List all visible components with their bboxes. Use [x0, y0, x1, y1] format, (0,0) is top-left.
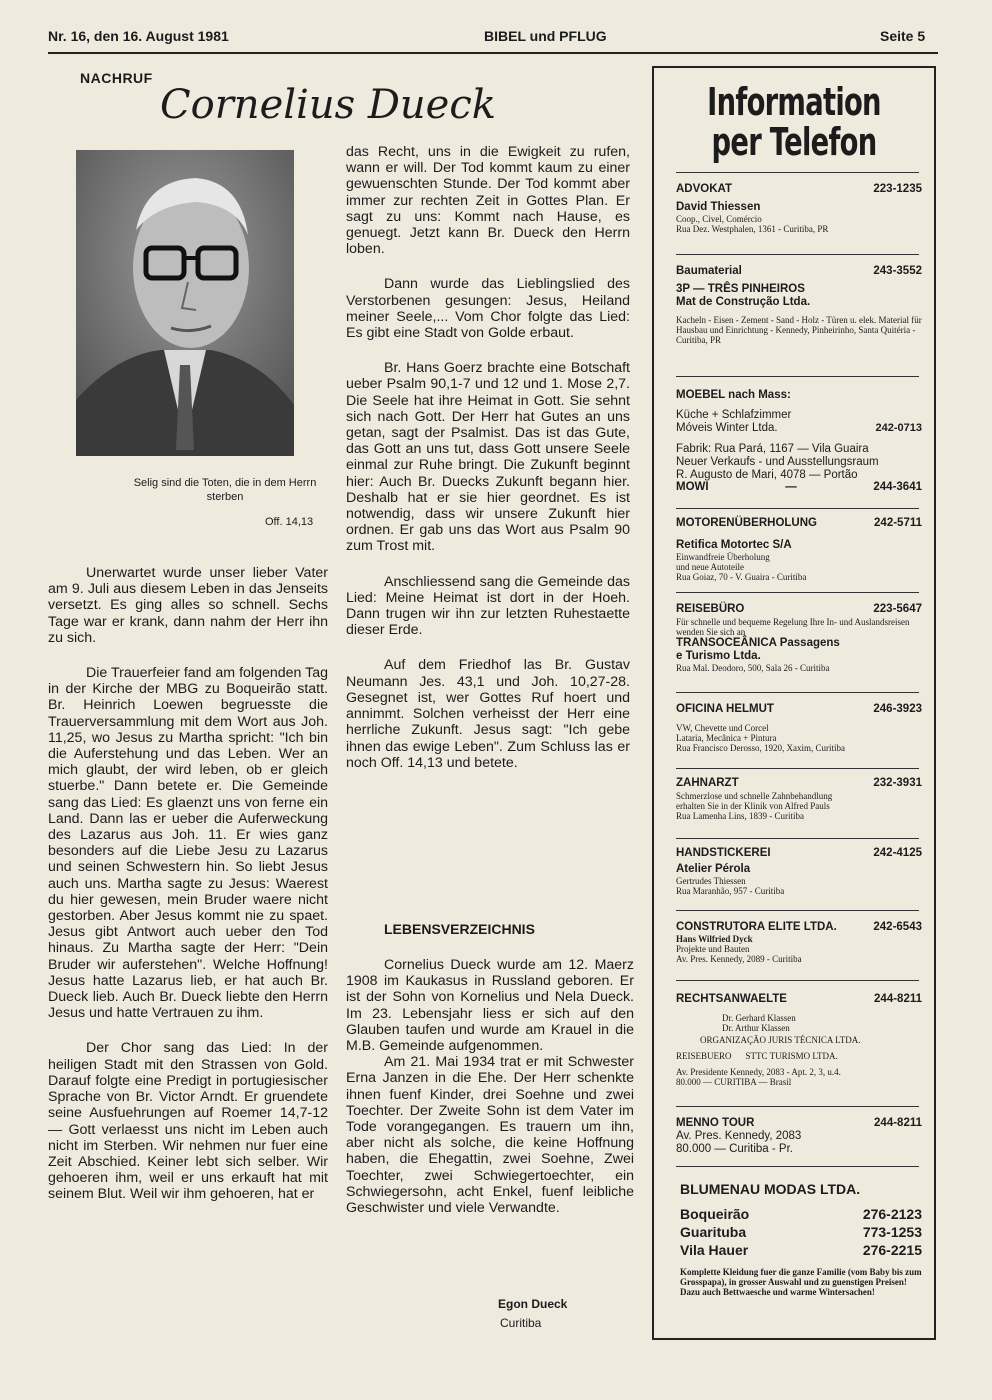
ad-menno-tour [676, 1118, 922, 1156]
ad-line: — [785, 481, 797, 493]
ad-line: STTC TURISMO LTDA. [745, 1051, 838, 1061]
ad-line: Einwandfreie Überholung [676, 552, 770, 562]
obituary-name: Cornelius Dueck [160, 82, 496, 128]
paragraph: Anschliessend sang die Gemeinde das Lied: Meine Heimat ist dort in der Hoeh. Dann trugen wir ihn zur letzten Ruhestaette dieser Erde. [346, 573, 630, 639]
ad-line: R. Augusto de Mari, 4078 — Portão [676, 469, 858, 481]
ad-category: ZAHNARZT [676, 777, 739, 789]
divider [676, 1106, 919, 1107]
portrait-photo [76, 150, 294, 456]
ad-category: MENNO TOUR [676, 1117, 755, 1129]
ad-blumenau [680, 1181, 922, 1297]
ad-firm: Mat de Construção Ltda. [676, 296, 811, 308]
branch-place: Boqueirão [680, 1206, 750, 1222]
divider [676, 254, 919, 255]
ad-line: Rua Lamenha Lins, 1839 - Curitiba [676, 811, 804, 821]
paragraph: das Recht, uns in die Ewigkeit zu rufen, wann er will. Der Tod kommt kaum zu einer gewuenschten Stunde. Der Tod kommt aber immer zur rechten Zeit in Gottes Plan. Er sagt zu uns: Kommt nach Hause, es genuegt. Jetzt kann Br. Dueck den Herrn loben. [346, 144, 630, 258]
ad-line: Dr. Gerhard Klassen [722, 1013, 796, 1023]
paper-name: BIBEL und PFLUG [484, 28, 607, 44]
ad-line: REISEBUERO [676, 1051, 732, 1061]
ad-reisebuero [676, 604, 922, 673]
ad-line: Komplette Kleidung fuer die ganze Familie (vom Baby bis zum Grosspapa), in grosser Auswahl und zu guenstigen Preisen! Dazu auch Bettwaesche und warme Wintersachen! [680, 1267, 922, 1297]
ad-zahnarzt [676, 778, 922, 821]
paragraph: Cornelius Dueck wurde am 12. Maerz 1908 im Kaukasus in Russland geboren. Er ist der Sohn von Kornelius und Nela Dueck. Im 23. Lebensjahr liess er sich auf den Glauben taufen und wurde am Krauel in die M.B. Gemeinde aufgenommen. [346, 957, 634, 1055]
ad-line: 80.000 — Curitiba - Pr. [676, 1143, 793, 1155]
paragraph: Unerwartet wurde unser lieber Vater am 9. Juli aus diesem Leben in das Jenseits versetzt. Es ging alles so schnell. Sechs Tage war er krank, dann nahm der Herr ihn zu sich. [48, 565, 328, 646]
paragraph: Die Trauerfeier fand am folgenden Tag in der Kirche der MBG zu Boqueirão statt. Br. Heinrich Loewen begruesste die Trauerversammlung mit dem Wort aus Joh. 11,25, wo Jesus zu Martha spricht: "Ich bin die Auferstehung und das Leben. Wer an mich glaubt, der wird leben, ob er gleich stuerbe." Dann betete er. Die Gemeinde sang das Lied: Es glaenzt uns von ferne ein Land. Dann las er ueber die Auferweckung des Lazarus aus Joh. 11. Er wies ganz besonders auf die Liebe Jesu zu Lazarus und seinen Schwestern hin. So liebt Jesus auch uns. Martha sagte zu Jesus: Waerest du hier gewesen, mein Bruder waere nicht gestorben. Aber Jesus kommt nie zu spaet. Jesus gibt Antwort auch ueber den Tod hinaus. Zu Martha sagte der Herr: "Dein Bruder wir auferstehen". Welche Hoffnung! Jesus hatte Lazarus lieb, er hat auch Br. Dueck lieb. Auch Br. Dueck liebte den Herrn Jesus und hatte Vertrauen zu ihm. [48, 665, 328, 1022]
divider [676, 692, 919, 693]
ad-firm: Retifica Motortec S/A [676, 539, 792, 551]
paragraph: Dann wurde das Lieblingslied des Verstorbenen gesungen: Jesus, Heiland meiner Seele,... Vom Chor folgte das Lied: Es gibt eine Stadt von Golde erbaut. [346, 276, 630, 342]
ad-phone: 223-5647 [873, 603, 922, 615]
paragraph: Der Chor sang das Lied: In der heiligen Stadt mit den Strassen von Gold. Darauf folgte eine Predigt in portugiesischer Sprache von Br. Victor Arndt. Er gruendete seine Ausfuehrungen auf Roemer 14,7-12 — Gott verlaesst uns nicht im Leben auch nicht im Sterben. Wir nehmen nur fuer eine Zeit Abschied. Keiner lebt sich selber. Wir gehoeren ihm, weil er uns erkauft hat mit seinem Blut. Weil wir ihm gehoeren, hat er [48, 1040, 328, 1203]
ad-line: Küche + Schlafzimmer [676, 409, 792, 421]
ad-phone: 243-3552 [873, 265, 922, 277]
ad-category: ADVOKAT [676, 183, 733, 195]
portrait-image [76, 150, 294, 456]
ad-category: Baumaterial [676, 265, 742, 277]
branch-place: Guarituba [680, 1224, 747, 1240]
branch-phone: 773-1253 [862, 1224, 922, 1240]
ad-moebel [676, 390, 922, 493]
ad-branch-row [680, 1223, 922, 1241]
ad-line: Gertrudes Thiessen [676, 876, 746, 886]
ad-line: Av. Pres. Kennedy, 2089 - Curitiba [676, 954, 802, 964]
ad-category: OFICINA HELMUT [676, 703, 774, 715]
ad-line: Móveis Winter Ltda. [676, 422, 778, 434]
divider [676, 838, 919, 839]
ad-phone: 244-8211 [874, 1117, 922, 1129]
ad-branch-row [680, 1241, 922, 1259]
ad-line: Schmerzlose und schnelle Zahnbehandlung [676, 791, 833, 801]
ad-firm: Atelier Pérola [676, 863, 751, 875]
branch-phone: 276-2215 [862, 1242, 922, 1258]
branch-place: Vila Hauer [680, 1242, 749, 1258]
divider [676, 376, 919, 377]
ad-firm: TRANSOCEÂNICA Passagens [676, 637, 840, 649]
divider [676, 1166, 919, 1167]
directory-title [693, 82, 895, 162]
ad-line: Coop., Civel, Comércio [676, 214, 762, 224]
divider [676, 768, 919, 769]
ad-phone: 242-5711 [874, 517, 922, 529]
ad-branch-row [680, 1205, 922, 1223]
ad-advokat [676, 184, 922, 234]
ad-phone: 244-3641 [873, 481, 922, 493]
ad-line: Lataria, Mecânica + Pintura [676, 733, 777, 743]
page-number: Seite 5 [880, 28, 926, 44]
ad-phone: 223-1235 [873, 183, 922, 195]
ad-line: Rua Goiaz, 70 - V. Guaira - Curitiba [676, 572, 807, 582]
ad-category: MOTORENÜBERHOLUNG [676, 517, 817, 529]
ad-oficina [676, 704, 922, 753]
ad-phone: 242-0713 [875, 422, 922, 434]
ad-line: Dr. Arthur Klassen [722, 1023, 790, 1033]
ad-line: Fabrik: Rua Pará, 1167 — Vila Guaira [676, 443, 869, 455]
signature-place: Curitiba [500, 1316, 542, 1330]
ad-phone: 242-4125 [873, 847, 922, 859]
ad-line: Hans Wilfried Dyck [676, 934, 753, 944]
ad-firm: David Thiessen [676, 201, 761, 213]
ad-firm: e Turismo Ltda. [676, 650, 761, 662]
ad-line: Rua Mal. Deodoro, 500, Sala 26 - Curitiba [676, 663, 830, 673]
paragraph: Auf dem Friedhof las Br. Gustav Neumann Jes. 43,1 und Joh. 10,27-28. Gesegnet ist, wer Gottes Ruf hoert und annimmt. Solchen verheisst der Herr eine herrliche Zukunft. Jesus sagt: "Ich gebe ihnen das ewige Leben". Zum Schluss las er noch Off. 14,13 und betete. [346, 657, 630, 771]
ad-firm: MOWI [676, 481, 709, 493]
ad-line: Für schnelle und bequeme Regelung Ihre In- und Auslandsreisen wenden Sie sich an [676, 617, 910, 637]
ad-line: VW, Chevette und Corcel [676, 723, 769, 733]
title-line: Information [707, 80, 881, 124]
divider [676, 592, 919, 593]
signature-name: Egon Dueck [498, 1297, 568, 1311]
ad-line: und neue Autoteile [676, 562, 744, 572]
ad-category: MOEBEL nach Mass: [676, 389, 791, 401]
bio-column [346, 957, 634, 1235]
ad-motoren [676, 518, 922, 582]
photo-caption: Selig sind die Toten, die in dem Herrn sterben [133, 477, 317, 503]
ad-phone: 242-6543 [873, 921, 922, 933]
ad-line: erhalten Sie in der Klinik von Alfred Pauls [676, 801, 830, 811]
ad-phone: 246-3923 [873, 703, 922, 715]
column-2 [346, 144, 630, 790]
ad-construtora [676, 922, 922, 964]
issue-date: Nr. 16, den 16. August 1981 [48, 28, 229, 44]
phone-directory [652, 66, 936, 1340]
ad-line: ORGANIZAÇÃO JURIS TÉCNICA LTDA. [700, 1035, 861, 1045]
ad-handstickerei [676, 848, 922, 896]
ad-category: CONSTRUTORA ELITE LTDA. [676, 921, 837, 933]
divider [676, 910, 919, 911]
ad-phone: 244-8211 [874, 993, 922, 1005]
ad-line: Kacheln - Eisen - Zement - Sand - Holz - Türen u. elek. Material für Hausbau und Einrichtung - Kennedy, Pinheirinho, Santa Quitéria - Curitiba, PR [676, 315, 922, 345]
ad-category: RECHTSANWAELTE [676, 993, 787, 1005]
ad-category: HANDSTICKEREI [676, 847, 771, 859]
header-rule [48, 52, 938, 54]
divider [676, 172, 919, 173]
kicker: NACHRUF [80, 70, 153, 86]
column-1 [48, 565, 328, 1222]
divider [676, 980, 919, 981]
ad-rechtsanwaelte [676, 994, 922, 1087]
ad-line: 80.000 — CURITIBA — Brasil [676, 1077, 792, 1087]
ad-line: Av. Presidente Kennedy, 2083 - Apt. 2, 3, u.4. [676, 1067, 841, 1077]
paragraph: Br. Hans Goerz brachte eine Botschaft ueber Psalm 90,1-7 und 12 und 1. Mose 2,7. Die Seele hat ihre Heimat in Gott. Sie sehnt sich nach Gott. Der Herr hat Gutes an uns getan, sagt der Psalmist. Das ist das Gute, das Gott an uns tut, dass Gott unsere Seele einmal zur Ruhe bringt. Die Zukunft beginnt hier: Auch Br. Duecks Zukunft begann hier. Deshalb hat er sie hier geordnet. Es ist notwendig, dass wir unsere Zukunft hier ordnen. Er gab uns das Wort aus Psalm 90 zum Trost mit. [346, 360, 630, 555]
ad-line: Neuer Verkaufs - und Ausstellungsraum [676, 456, 879, 468]
paragraph: Am 21. Mai 1934 trat er mit Schwester Erna Janzen in die Ehe. Der Herr schenkte ihnen fuenf Kinder, drei Soehne und zwei Toechter. Der Zweite Sohn ist dem Vater im Tode vorangegangen. Es trauern um ihn, aber nicht als solche, die keine Hoffnung haben, die Ehegattin, zwei Soehne, Zwei Toechter, zwei Schwiegertoechter, ein Schwiegersohn, acht Enkel, fuenf leibliche Geschwister und viele Verwandte. [346, 1054, 634, 1217]
branch-phone: 276-2123 [862, 1206, 922, 1222]
ad-phone: 232-3931 [873, 777, 922, 789]
title-line: per Telefon [711, 120, 877, 164]
ad-baumaterial [676, 266, 922, 345]
ad-category: BLUMENAU MODAS LTDA. [680, 1181, 861, 1197]
bio-heading: LEBENSVERZEICHNIS [384, 921, 535, 937]
ad-line: Rua Francisco Derosso, 1920, Xaxim, Curitiba [676, 743, 845, 753]
divider [676, 508, 919, 509]
ad-category: REISEBÜRO [676, 603, 745, 615]
ad-line: Av. Pres. Kennedy, 2083 [676, 1130, 802, 1142]
ad-firm: 3P — TRÊS PINHEIROS [676, 283, 805, 295]
ad-line: Rua Dez. Westphalen, 1361 - Curitiba, PR [676, 224, 829, 234]
ad-line: Rua Maranhão, 957 - Curitiba [676, 886, 785, 896]
ad-line: Projekte und Bauten [676, 944, 750, 954]
bible-verse: Off. 14,13 [265, 516, 314, 528]
